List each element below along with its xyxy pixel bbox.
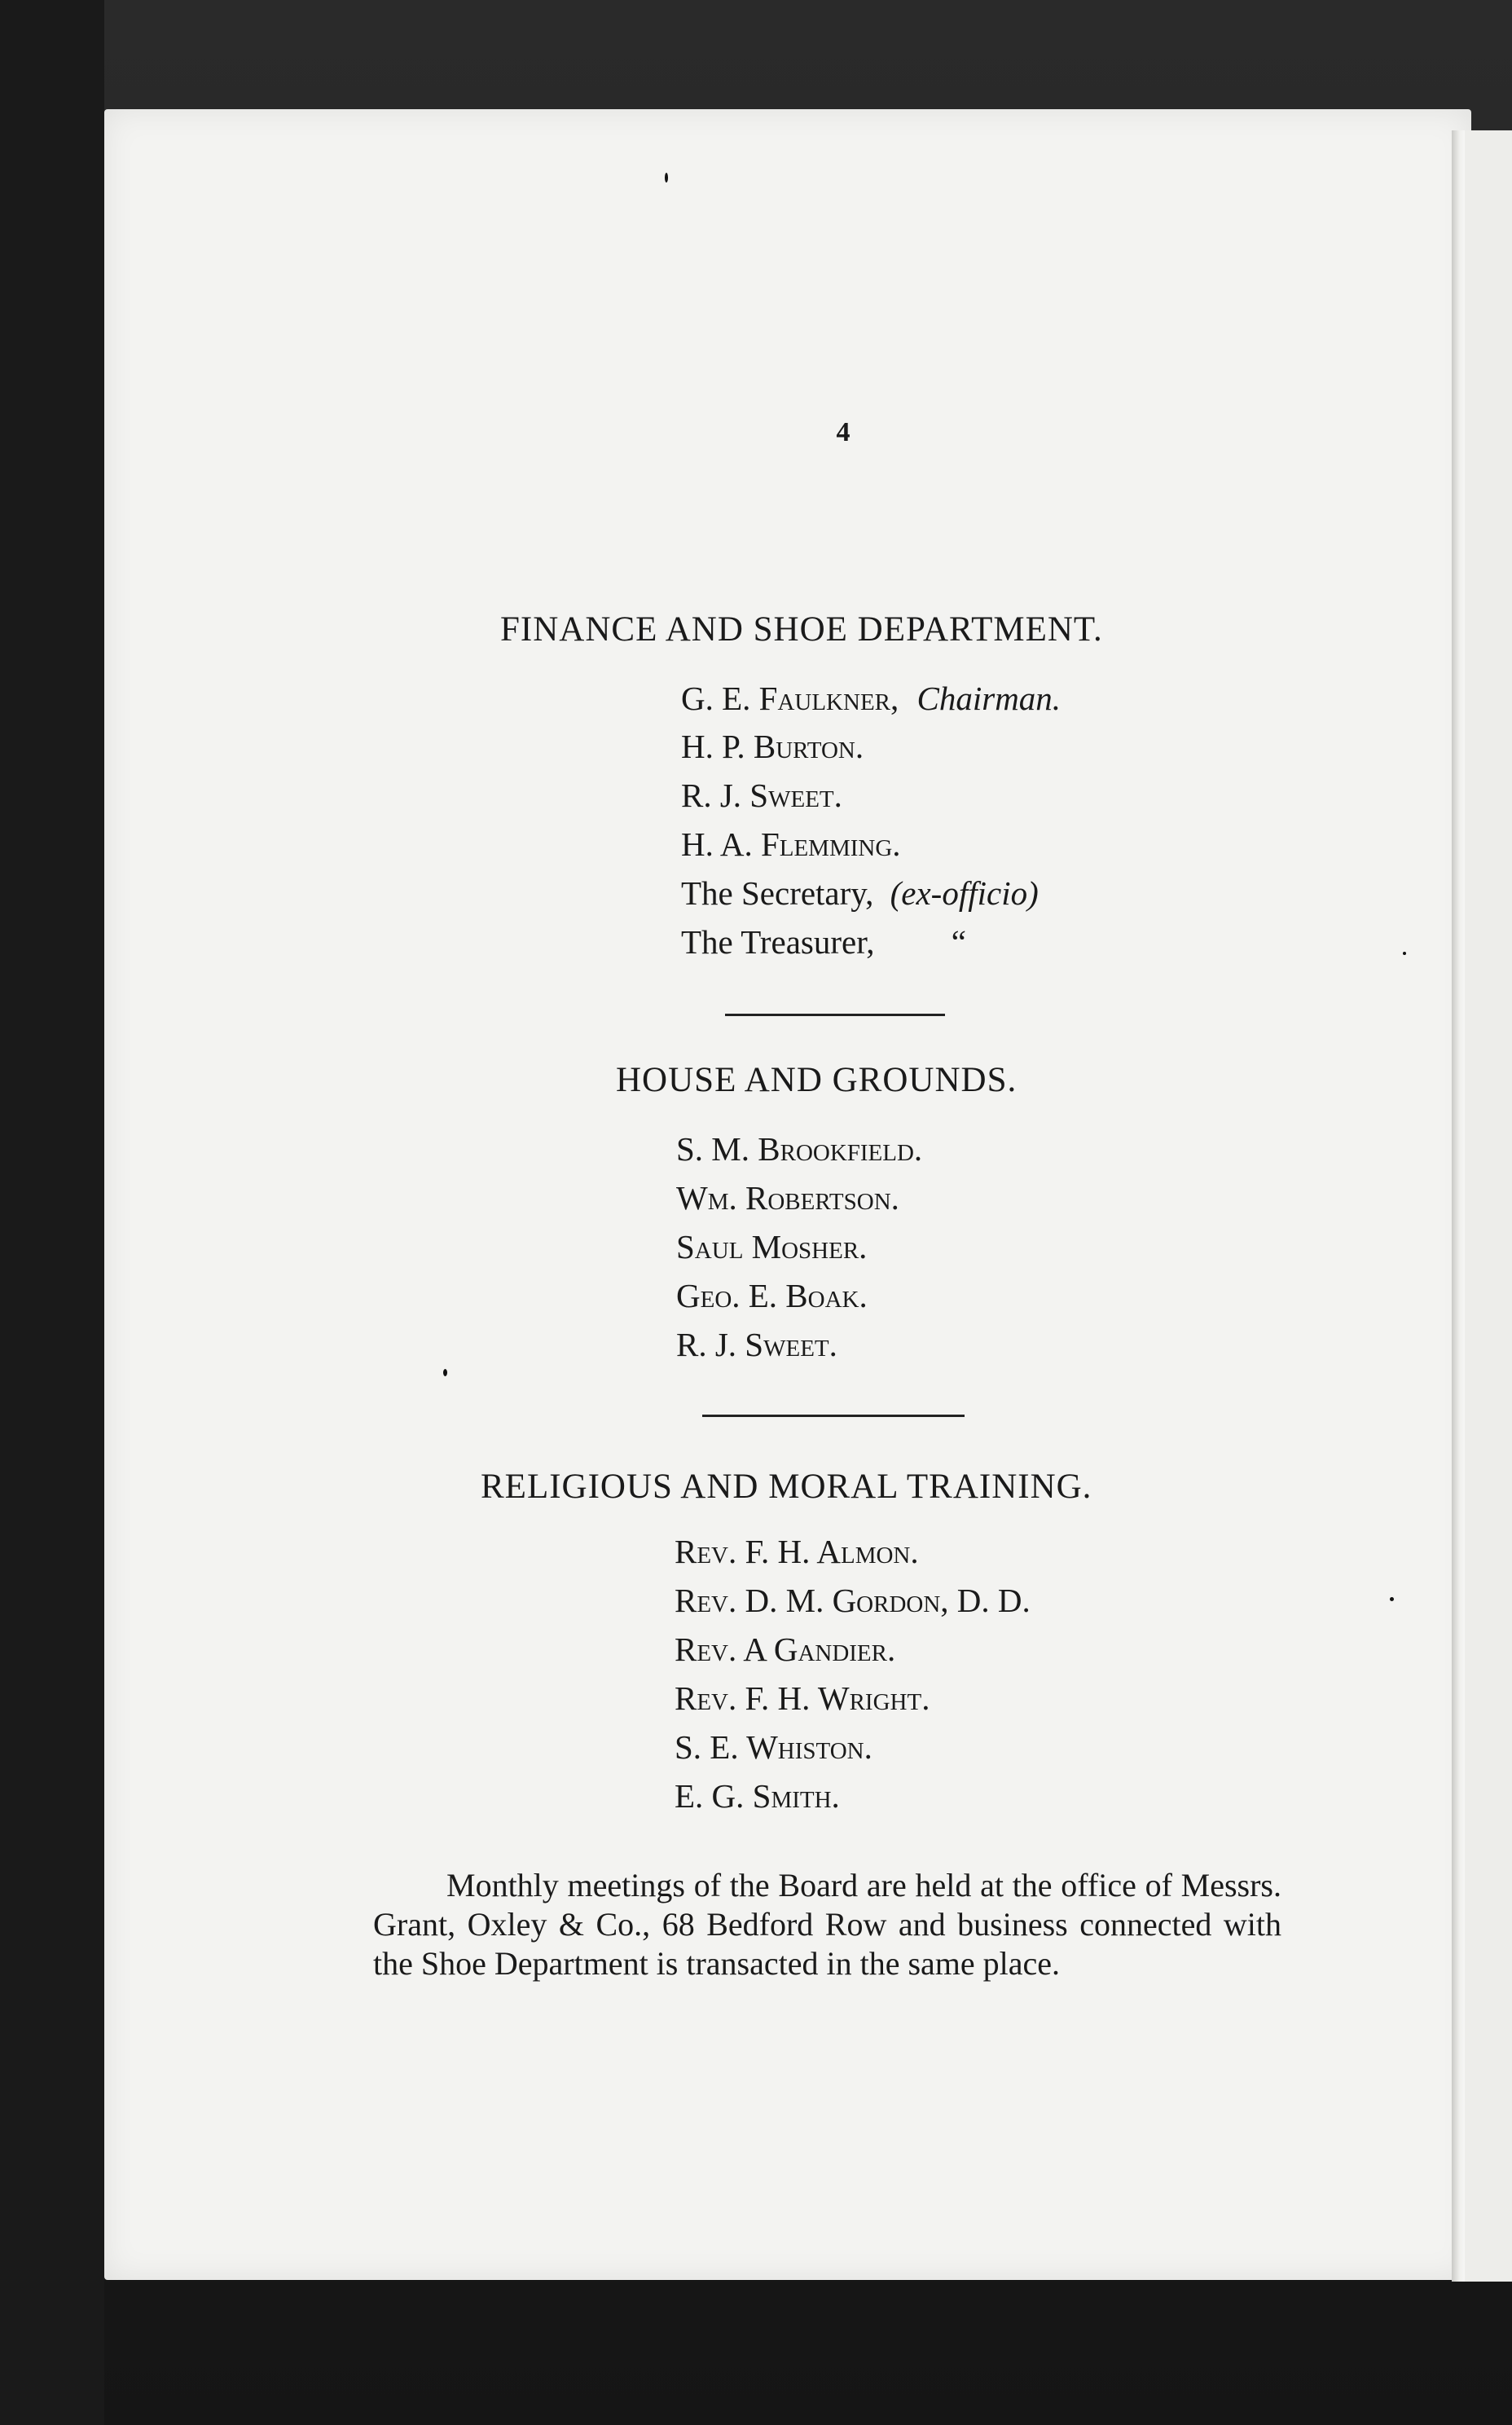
scan-speck (665, 173, 668, 183)
member-entry: Geo. E. Boak. (676, 1277, 868, 1314)
scan-speck (443, 1369, 447, 1376)
scan-speck (1390, 1597, 1394, 1601)
member-entry (681, 874, 1039, 913)
meeting-note-paragraph: Monthly meetings of the Board are held at the office of Messrs. Grant, Oxley & Co., 68 Bedford Row and business connected with the Shoe Department is transacted in the same place. (373, 1867, 1281, 1982)
section-divider (702, 1415, 965, 1417)
member-role: (ex-officio) (890, 874, 1039, 912)
member-name: G. E. Faulkner, (681, 680, 899, 717)
member-role: Chairman. (916, 680, 1061, 717)
scan-left-margin (0, 0, 104, 2425)
member-entry: Rev. F. H. Wright. (675, 1679, 930, 1717)
member-entry: R. J. Sweet. (681, 777, 842, 814)
member-entry: R. J. Sweet. (676, 1326, 837, 1363)
member-entry: H. A. Flemming. (681, 825, 901, 863)
section-heading-house: HOUSE AND GROUNDS. (616, 1061, 1018, 1099)
member-entry: Saul Mosher. (676, 1228, 868, 1265)
section-heading-religious: RELIGIOUS AND MORAL TRAINING. (481, 1468, 1092, 1506)
facing-page-edge (1465, 130, 1512, 2282)
member-name: The Treasurer, (681, 923, 875, 961)
member-entry: S. E. Whiston. (675, 1728, 872, 1766)
member-entry: H. P. Burton. (681, 728, 864, 765)
section-divider (725, 1014, 945, 1016)
member-entry: E. G. Smith. (675, 1777, 840, 1815)
page-fold (1452, 130, 1465, 2282)
member-entry (681, 922, 966, 962)
member-entry: Rev. A Gandier. (675, 1631, 896, 1668)
section-heading-finance: FINANCE AND SHOE DEPARTMENT. (500, 610, 1103, 649)
member-name: The Secretary, (681, 874, 874, 912)
member-entry: Rev. D. M. Gordon, D. D. (675, 1582, 1031, 1619)
member-entry: Rev. F. H. Almon. (675, 1533, 919, 1570)
member-entry: Wm. Robertson. (676, 1179, 899, 1217)
ditto-mark: “ (951, 923, 966, 961)
page-number: 4 (836, 417, 850, 447)
scan-speck (1403, 952, 1406, 955)
member-entry: S. M. Brookfield. (676, 1130, 923, 1168)
member-entry (681, 679, 1061, 718)
